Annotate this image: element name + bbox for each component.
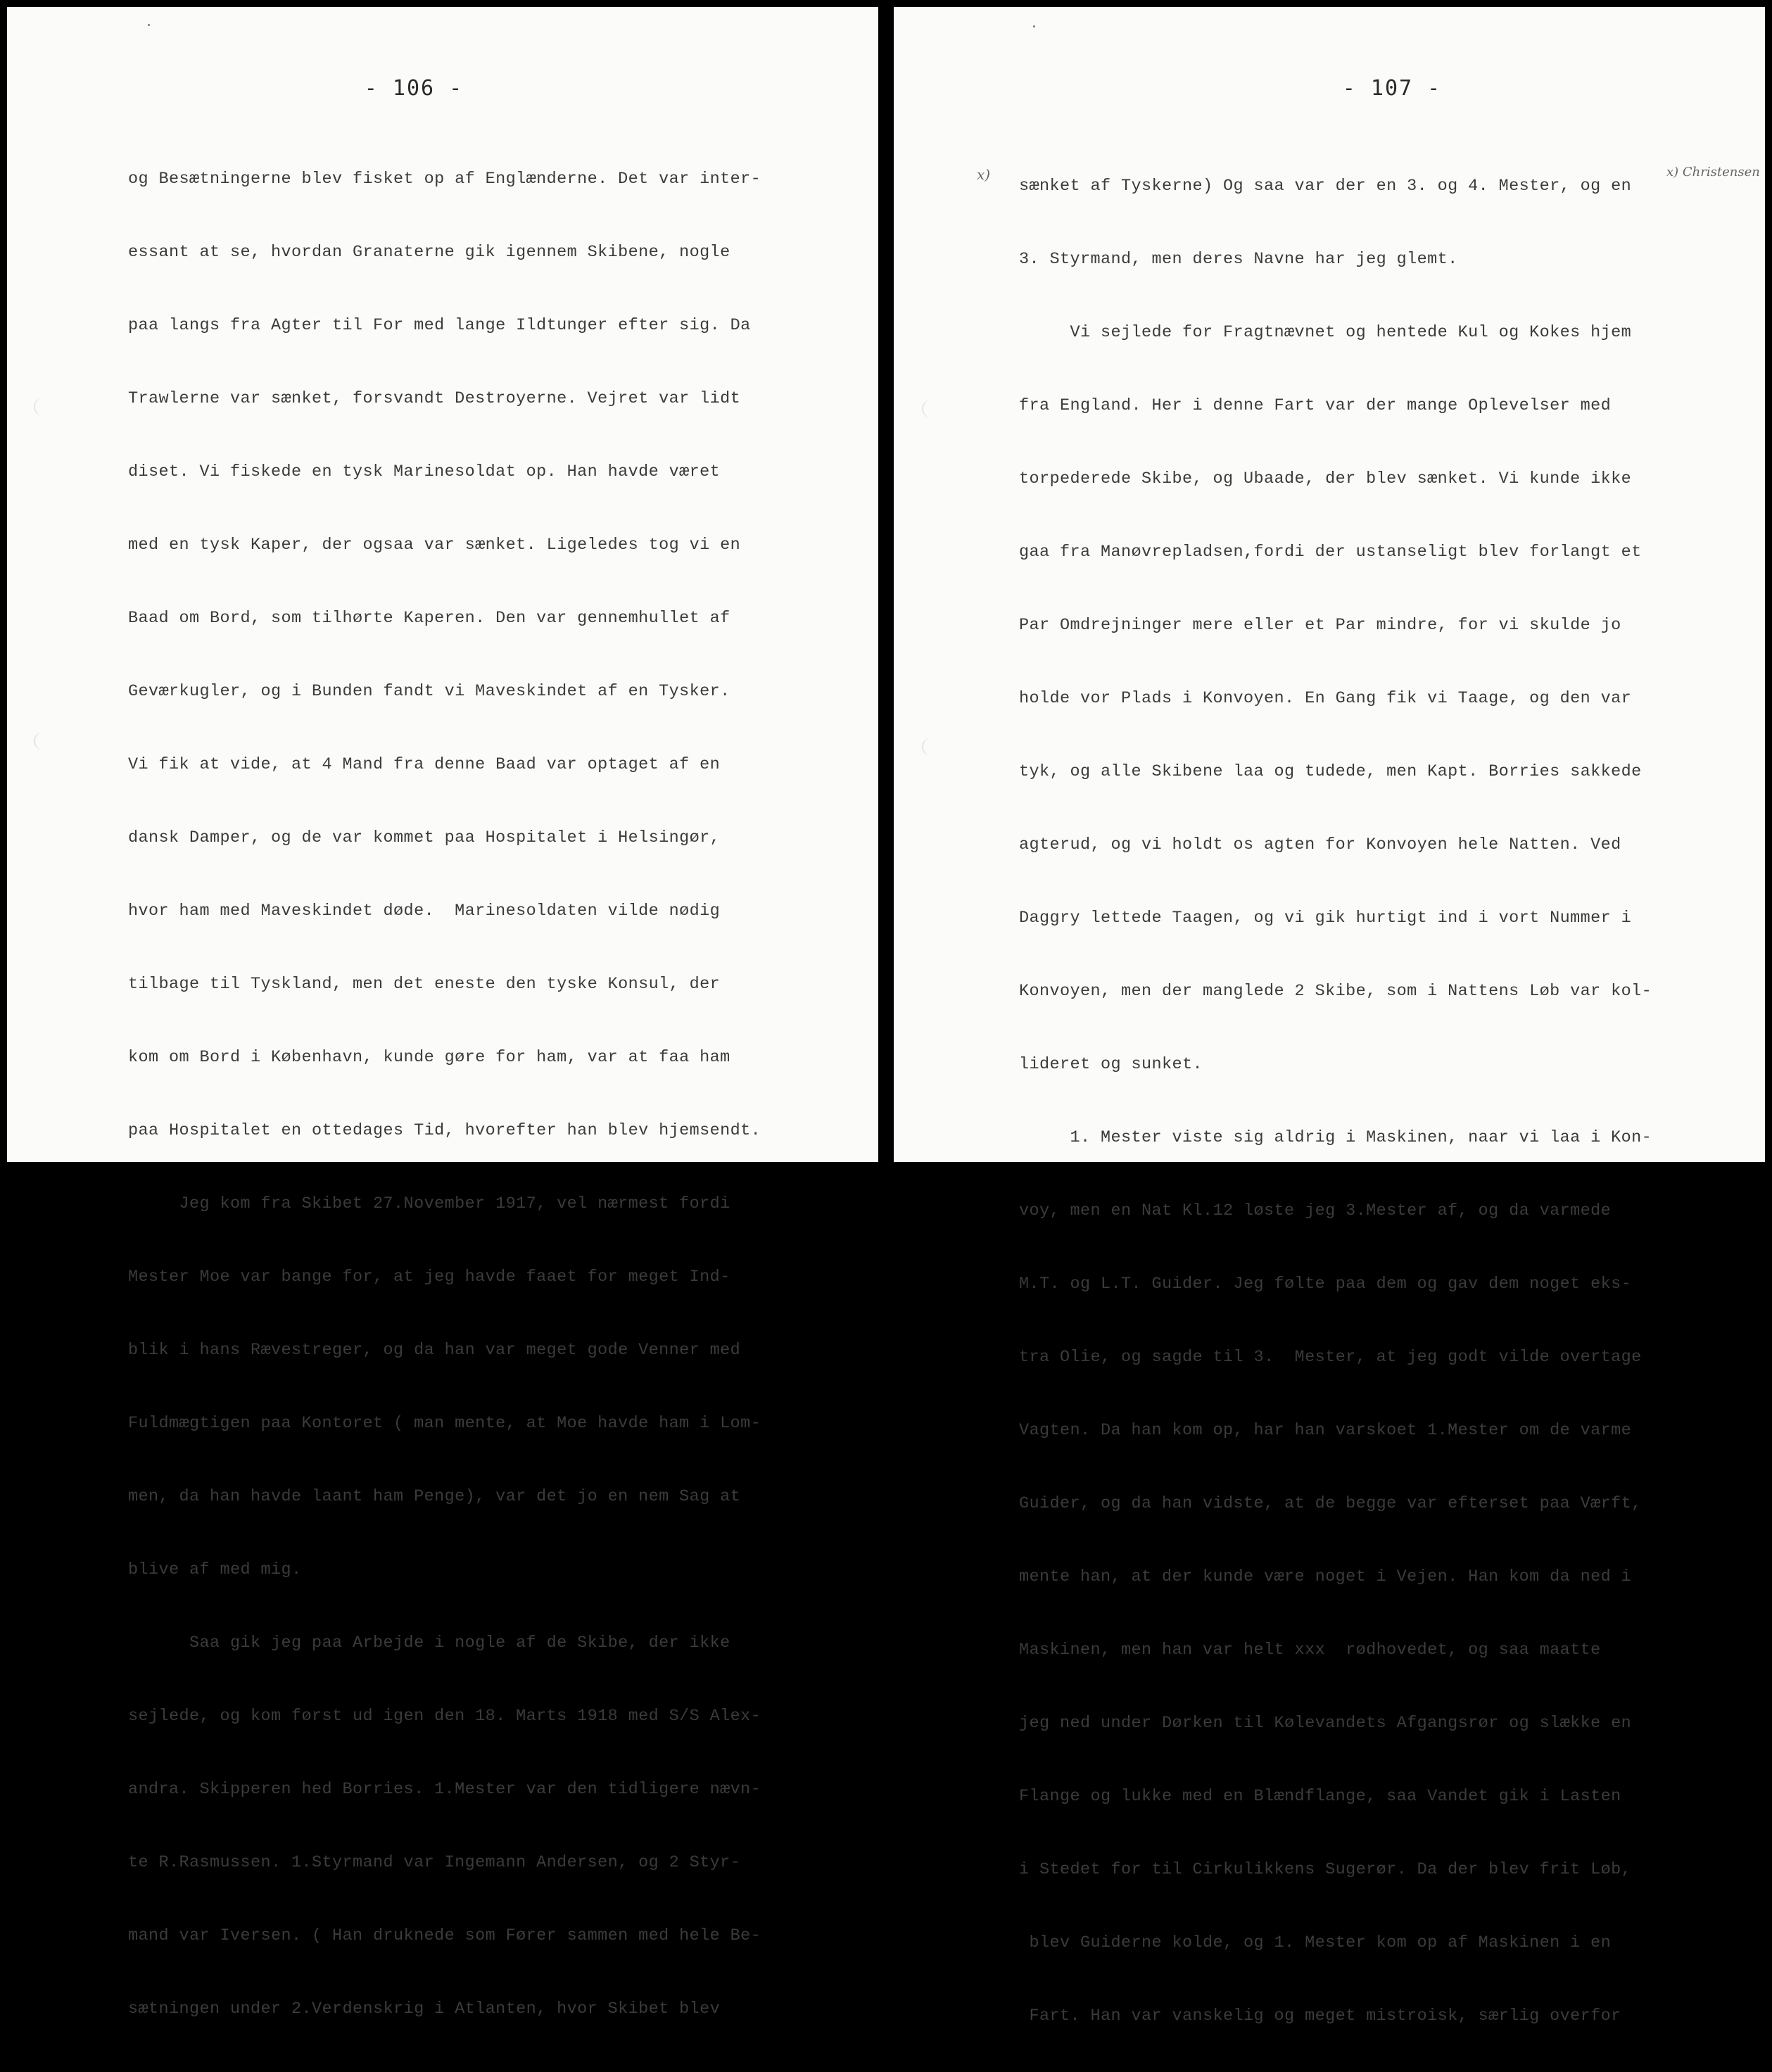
text-line: agterud, og vi holdt os agten for Konvoyen hele Natten. Ved [1019,835,1621,854]
text-line: Jeg kom fra Skibet 27.November 1917, vel nærmest fordi [128,1194,730,1213]
text-line: dansk Damper, og de var kommet paa Hospitalet i Helsingør, [128,828,721,847]
text-line: og Besætningerne blev fisket op af Englænderne. Det var inter- [128,170,761,189]
text-line: andra. Skipperen hed Borries. 1.Mester var den tidligere nævn- [128,1780,761,1799]
text-line: tilbage til Tyskland, men det eneste den tyske Konsul, der [128,975,721,994]
text-line: Flange og lukke med en Blændflange, saa Vandet gik i Lasten [1019,1787,1621,1806]
text-line: M.T. og L.T. Guider. Jeg følte paa dem og gav dem noget eks- [1019,1275,1632,1294]
text-line: Vi fik at vide, at 4 Mand fra denne Baad var optaget af en [128,755,721,774]
text-line: Vagten. Da han kom op, har han varskoet 1.Mester om de varme [1019,1421,1632,1440]
text-line: blik i hans Rævestreger, og da han var meget gode Venner med [128,1341,741,1360]
text-line: Guider, og da han vidste, at de begge var efterset paa Værft, [1019,1494,1642,1513]
text-line: blev Guiderne kolde, og 1. Mester kom op af Maskinen i en [1019,1933,1612,1952]
text-line: tra Olie, og sagde til 3. Mester, at jeg godt vilde overtage [1019,1348,1642,1367]
page-text [1019,131,1652,2072]
right-page [894,7,1765,2026]
page-text [128,124,761,2065]
text-line: mand var Iversen. ( Han druknede som Fører sammen med hele Be- [128,1926,761,1945]
punch-hole-mark [34,732,53,750]
text-line: sætningen under 2.Verdenskrig i Atlanten, hvor Skibet blev [128,2000,721,2019]
text-line: gaa fra Manøvrepladsen,fordi der ustanseligt blev forlangt et [1019,543,1642,562]
text-line: paa Hospitalet en ottedages Tid, hvorefter han blev hjemsendt. [128,1121,761,1140]
paper-speck [148,24,150,26]
text-line: Geværkugler, og i Bunden fandt vi Maveskindet af en Tysker. [128,682,730,701]
text-line: mente han, at der kunde være noget i Vejen. Han kom da ned i [1019,1567,1632,1586]
text-line: voy, men en Nat Kl.12 løste jeg 3.Mester af, og da varmede [1019,1201,1612,1220]
text-line: essant at se, hvordan Granaterne gik igennem Skibene, nogle [128,243,730,262]
text-line: med en tysk Kaper, der ogsaa var sænket. Ligeledes tog vi en [128,536,741,555]
text-line: fra England. Her i denne Fart var der mange Oplevelser med [1019,396,1612,415]
left-page [7,7,878,2019]
text-line: Maskinen, men han var helt xxx rødhovedet, og saa maatte [1019,1641,1601,1660]
text-line: sænket af Tyskerne) Og saa var der en 3. og 4. Mester, og en [1019,177,1632,196]
text-line: diset. Vi fiskede en tysk Marinesoldat op. Han havde været [128,462,721,481]
text-line: paa langs fra Agter til For med lange Ildtunger efter sig. Da [128,316,751,335]
text-line: lideret og sunket. [1019,1055,1203,1074]
page-number: - 107 - [1342,76,1442,101]
text-line: hvor ham med Maveskindet døde. Marinesoldaten vilde nødig [128,902,721,921]
text-line: tyk, og alle Skibene laa og tudede, men Kapt. Borries sakkede [1019,762,1642,781]
text-line: Mester Moe var bange for, at jeg havde faaet for meget Ind- [128,1268,730,1287]
text-line: blive af med mig. [128,1560,302,1579]
margin-note-right: x) Christensen [1666,165,1760,179]
text-line: sejlede, og kom først ud igen den 18. Marts 1918 med S/S Alex- [128,1707,761,1726]
text-line: torpederede Skibe, og Ubaade, der blev sænket. Vi kunde ikke [1019,469,1632,488]
text-line: men, da han havde laant ham Penge), var det jo en nem Sag at [128,1487,741,1506]
text-line: Fuldmægtigen paa Kontoret ( man mente, at Moe havde ham i Lom- [128,1414,761,1433]
punch-hole-mark [922,400,942,418]
text-line: te R.Rasmussen. 1.Styrmand var Ingemann Andersen, og 2 Styr- [128,1853,741,1872]
punch-hole-mark [922,738,942,756]
text-line: i Stedet for til Cirkulikkens Sugerør. Da der blev frit Løb, [1019,1860,1632,1879]
text-line: 3. Styrmand, men deres Navne har jeg glemt. [1019,250,1458,269]
text-line: Konvoyen, men der manglede 2 Skibe, som i Nattens Løb var kol- [1019,982,1652,1001]
margin-note-left: x) [977,166,991,183]
text-line: jeg ned under Dørken til Kølevandets Afgangsrør og slække en [1019,1714,1632,1733]
text-line: 1. Mester viste sig aldrig i Maskinen, naar vi laa i Kon- [1019,1128,1652,1147]
punch-hole-mark [34,398,53,416]
text-line: Fart. Han var vanskelig og meget mistroisk, særlig overfor [1019,2007,1621,2026]
paper-speck [1033,25,1035,27]
text-line: Baad om Bord, som tilhørte Kaperen. Den var gennemhullet af [128,609,730,628]
text-line: Daggry lettede Taagen, og vi gik hurtigt ind i vort Nummer i [1019,909,1632,928]
text-line: Vi sejlede for Fragtnævnet og hentede Kul og Kokes hjem [1019,323,1632,342]
text-line: Trawlerne var sænket, forsvandt Destroyerne. Vejret var lidt [128,389,741,408]
page-number: - 106 - [364,76,464,101]
text-line: kom om Bord i København, kunde gøre for ham, var at faa ham [128,1048,730,1067]
text-line: holde vor Plads i Konvoyen. En Gang fik vi Taage, og den var [1019,689,1632,708]
text-line: Par Omdrejninger mere eller et Par mindre, for vi skulde jo [1019,616,1621,635]
text-line: Saa gik jeg paa Arbejde i nogle af de Skibe, der ikke [128,1634,730,1653]
